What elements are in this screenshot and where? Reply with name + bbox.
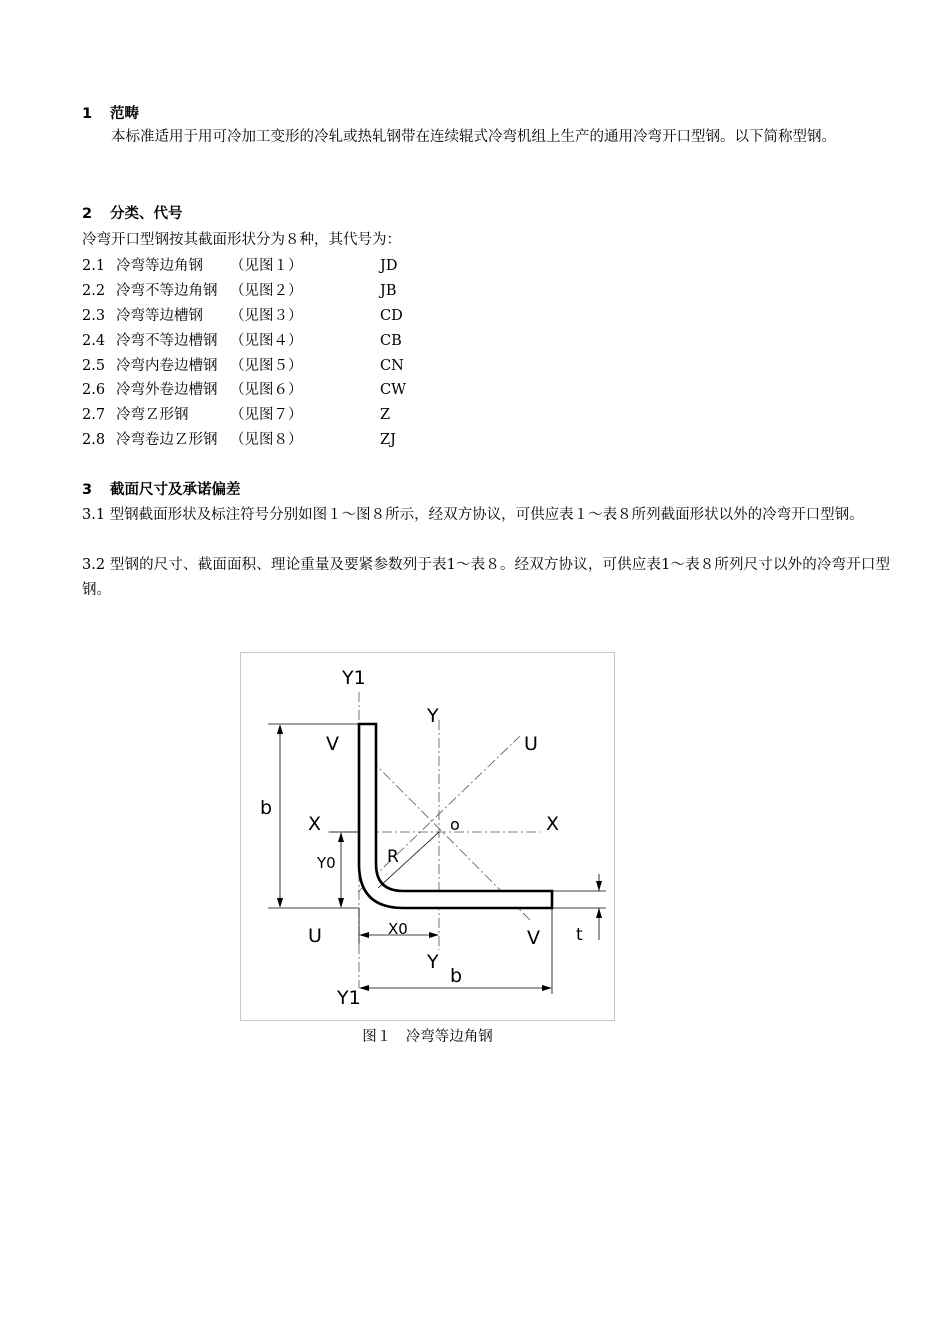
type-code: JB	[380, 283, 397, 299]
section-3-paragraph-1: 3.1 型钢截面形状及标注符号分别如图１～图８所示，经双方协议，可供应表１～表８所列截面形状以外的冷弯开口型钢。	[82, 507, 864, 523]
type-figure-ref: （见图６）	[230, 382, 303, 398]
label-u-top: U	[524, 733, 538, 755]
label-t: t	[576, 925, 583, 945]
type-code: CB	[380, 333, 402, 349]
type-number: 2.4	[82, 333, 106, 349]
type-name: 冷弯等边槽钢	[116, 308, 203, 324]
label-y1-top: Y1	[342, 667, 366, 689]
type-code: ZJ	[380, 432, 396, 448]
type-figure-ref: （见图５）	[230, 358, 303, 374]
type-row	[82, 330, 502, 352]
type-number: 2.5	[82, 358, 106, 374]
section-heading-3	[82, 480, 241, 500]
type-figure-ref: （见图７）	[230, 407, 303, 423]
type-name: 冷弯外卷边槽钢	[116, 382, 218, 398]
label-radius: R	[387, 847, 399, 867]
label-origin: o	[450, 815, 460, 834]
label-b-left: b	[260, 797, 273, 819]
type-name: 冷弯卷边Ｚ形钢	[116, 432, 218, 448]
label-y1-bottom: Y1	[337, 987, 361, 1009]
label-x-right: X	[546, 813, 560, 835]
label-v-bottom: V	[527, 927, 540, 949]
section-heading-2	[82, 204, 183, 224]
type-figure-ref: （见图３）	[230, 308, 303, 324]
type-name: 冷弯不等边槽钢	[116, 333, 218, 349]
type-name: 冷弯内卷边槽钢	[116, 358, 218, 374]
angle-steel-diagram	[240, 652, 615, 1021]
type-figure-ref: （见图２）	[230, 283, 303, 299]
type-number: 2.6	[82, 382, 106, 398]
section-number: 3	[82, 482, 93, 498]
label-x-left: X	[308, 813, 322, 835]
type-code: JD	[380, 258, 398, 274]
type-code: CD	[380, 308, 403, 324]
type-number: 2.8	[82, 432, 106, 448]
label-y0: Y0	[317, 854, 336, 872]
section-number: 2	[82, 206, 93, 222]
section-heading-1	[82, 104, 139, 124]
type-code: Z	[380, 407, 391, 423]
section-title: 截面尺寸及承诺偏差	[110, 482, 241, 498]
label-x0: X0	[388, 920, 408, 938]
section-title: 范畴	[110, 106, 139, 122]
type-row	[82, 379, 502, 401]
type-name: 冷弯等边角钢	[116, 258, 203, 274]
type-row	[82, 280, 502, 302]
label-y-top: Y	[427, 705, 439, 727]
type-code: CW	[380, 382, 406, 398]
figure-caption: 图１ 冷弯等边角钢	[362, 1029, 493, 1045]
label-b-bottom: b	[450, 965, 463, 987]
label-y-bottom: Y	[427, 951, 439, 973]
section-number: 1	[82, 106, 93, 122]
type-row	[82, 429, 502, 451]
type-code: CN	[380, 358, 404, 374]
section-2-intro: 冷弯开口型钢按其截面形状分为８种，其代号为：	[82, 232, 401, 248]
type-row	[82, 305, 502, 327]
type-number: 2.7	[82, 407, 106, 423]
type-number: 2.2	[82, 283, 106, 299]
type-number: 2.1	[82, 258, 106, 274]
section-1-paragraph: 本标准适用于用可冷加工变形的冷轧或热轧钢带在连续辊式冷弯机组上生产的通用冷弯开口型钢。以下简称型钢。	[111, 129, 836, 145]
section-title: 分类、代号	[110, 206, 183, 222]
type-row	[82, 355, 502, 377]
type-row	[82, 255, 502, 277]
section-3-paragraph-2: 3.2 型钢的尺寸、截面面积、理论重量及要紧参数列于表1～表８。经双方协议，可供应表1～表８所列尺寸以外的冷弯开口型钢。	[82, 557, 890, 598]
label-v-top: V	[326, 733, 339, 755]
type-figure-ref: （见图１）	[230, 258, 303, 274]
type-name: 冷弯不等边角钢	[116, 283, 218, 299]
type-figure-ref: （见图８）	[230, 432, 303, 448]
label-u-bottom: U	[308, 925, 322, 947]
type-number: 2.3	[82, 308, 106, 324]
type-name: 冷弯Ｚ形钢	[116, 407, 189, 423]
type-row	[82, 404, 502, 426]
type-figure-ref: （见图４）	[230, 333, 303, 349]
